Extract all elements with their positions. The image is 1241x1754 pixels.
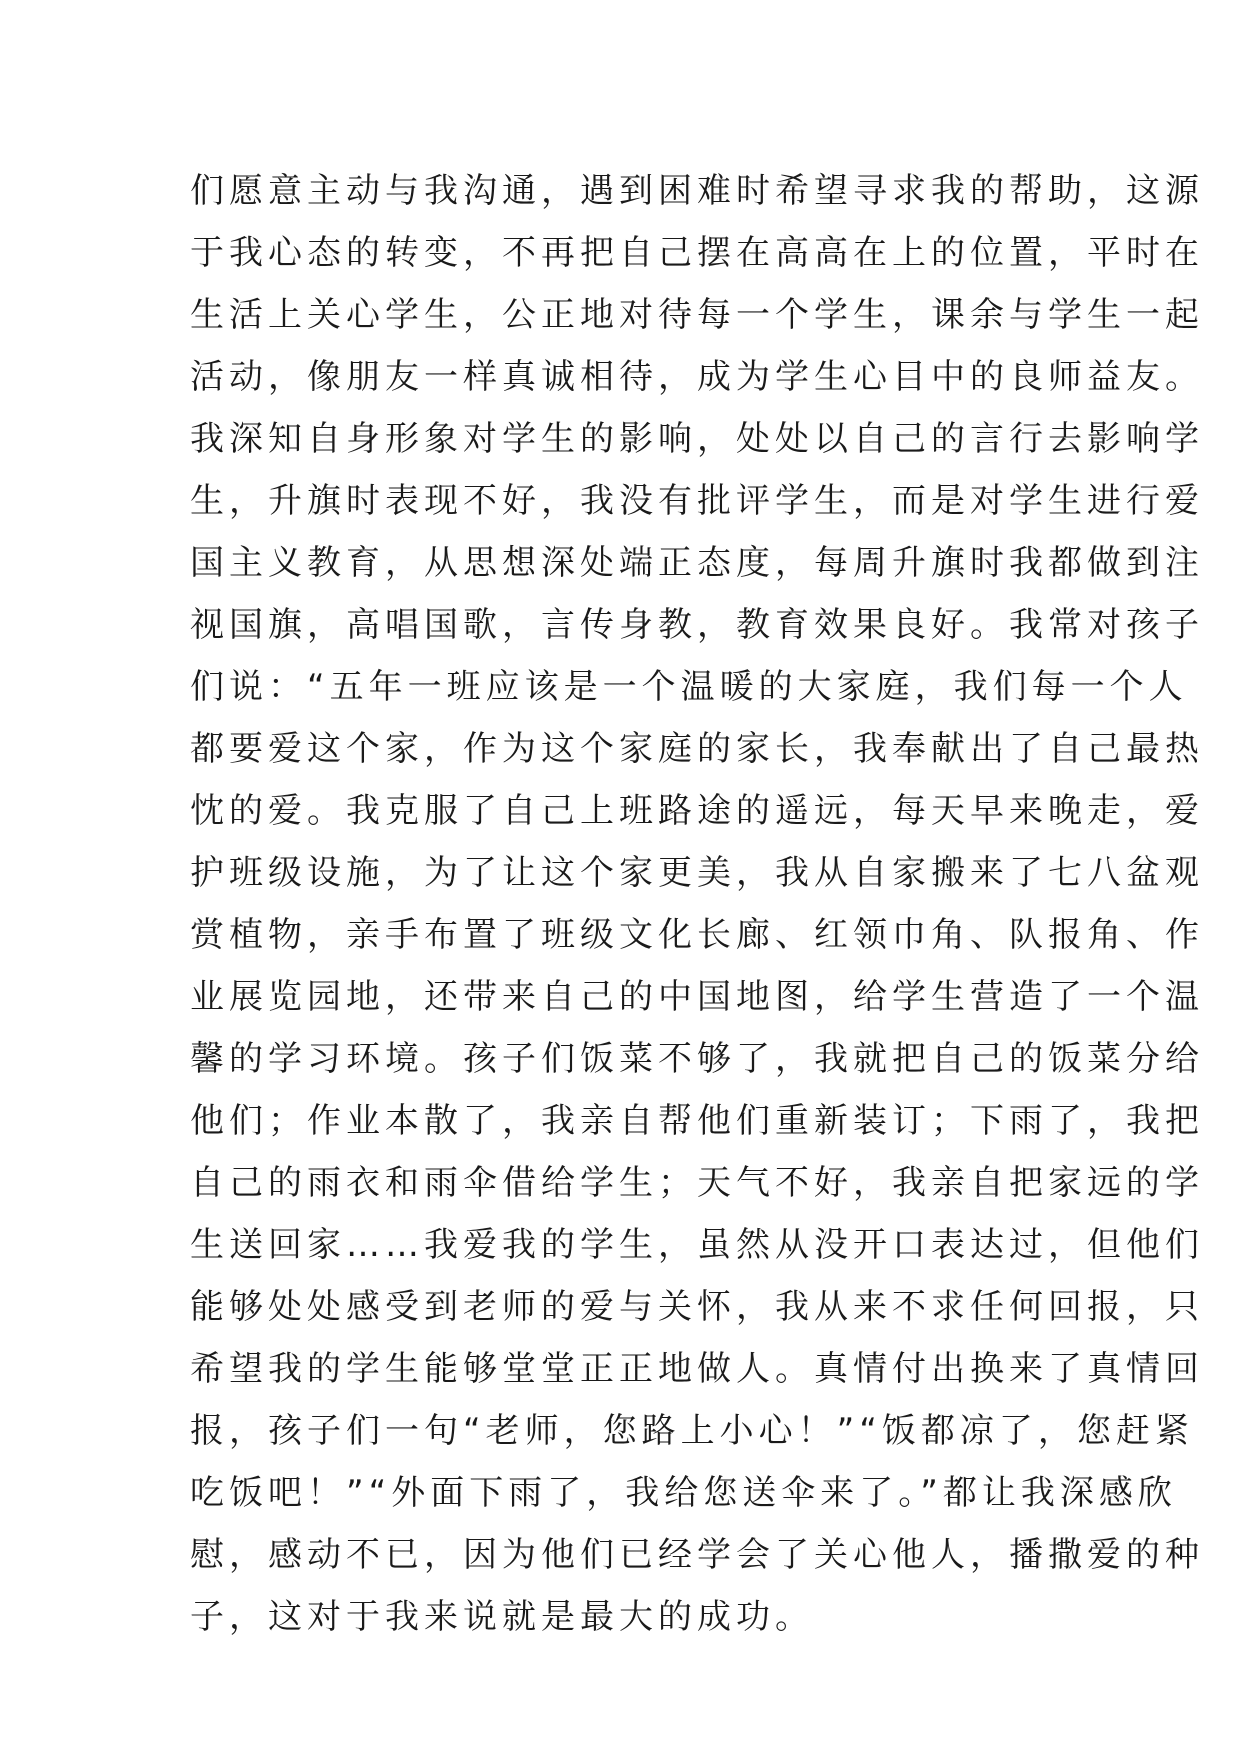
text-line: 都要爱这个家，作为这个家庭的家长，我奉献出了自己最热 bbox=[190, 729, 1204, 769]
text-line: 子，这对于我来说就是最大的成功。 bbox=[190, 1597, 814, 1637]
text-line: 自己的雨衣和雨伞借给学生；天气不好，我亲自把家远的学 bbox=[190, 1163, 1204, 1203]
text-line: 赏植物，亲手布置了班级文化长廊、红领巾角、队报角、作 bbox=[190, 915, 1204, 955]
text-line: 吃饭吧！”“外面下雨了，我给您送伞来了。”都让我深感欣 bbox=[190, 1473, 1177, 1513]
text-line: 希望我的学生能够堂堂正正地做人。真情付出换来了真情回 bbox=[190, 1349, 1204, 1389]
text-line: 国主义教育，从思想深处端正态度，每周升旗时我都做到注 bbox=[190, 543, 1204, 583]
text-line: 我深知自身形象对学生的影响，处处以自己的言行去影响学 bbox=[190, 419, 1204, 459]
text-line: 护班级设施，为了让这个家更美，我从自家搬来了七八盆观 bbox=[190, 853, 1204, 893]
text-line: 于我心态的转变，不再把自己摆在高高在上的位置，平时在 bbox=[190, 233, 1204, 273]
body-paragraph bbox=[190, 160, 1204, 1648]
text-line: 生，升旗时表现不好，我没有批评学生，而是对学生进行爱 bbox=[190, 481, 1204, 521]
text-line: 慰，感动不已，因为他们已经学会了关心他人，播撒爱的种 bbox=[190, 1535, 1204, 1575]
text-line: 能够处处感受到老师的爱与关怀，我从来不求任何回报，只 bbox=[190, 1287, 1204, 1327]
text-line: 们说：“五年一班应该是一个温暖的大家庭，我们每一个人 bbox=[190, 667, 1188, 707]
text-line: 活动，像朋友一样真诚相待，成为学生心目中的良师益友。 bbox=[190, 357, 1204, 397]
text-line: 馨的学习环境。孩子们饭菜不够了，我就把自己的饭菜分给 bbox=[190, 1039, 1204, 1079]
text-line: 忱的爱。我克服了自己上班路途的遥远，每天早来晚走，爱 bbox=[190, 791, 1204, 831]
text-line: 生送回家……我爱我的学生，虽然从没开口表达过，但他们 bbox=[190, 1225, 1204, 1265]
text-line: 生活上关心学生，公正地对待每一个学生，课余与学生一起 bbox=[190, 295, 1204, 335]
text-line: 们愿意主动与我沟通，遇到困难时希望寻求我的帮助，这源 bbox=[190, 171, 1204, 211]
text-line: 报，孩子们一句“老师，您路上小心！”“饭都凉了，您赶紧 bbox=[190, 1411, 1194, 1451]
text-line: 业展览园地，还带来自己的中国地图，给学生营造了一个温 bbox=[190, 977, 1204, 1017]
text-line: 他们；作业本散了，我亲自帮他们重新装订；下雨了，我把 bbox=[190, 1101, 1204, 1141]
text-line: 视国旗，高唱国歌，言传身教，教育效果良好。我常对孩子 bbox=[190, 605, 1204, 645]
